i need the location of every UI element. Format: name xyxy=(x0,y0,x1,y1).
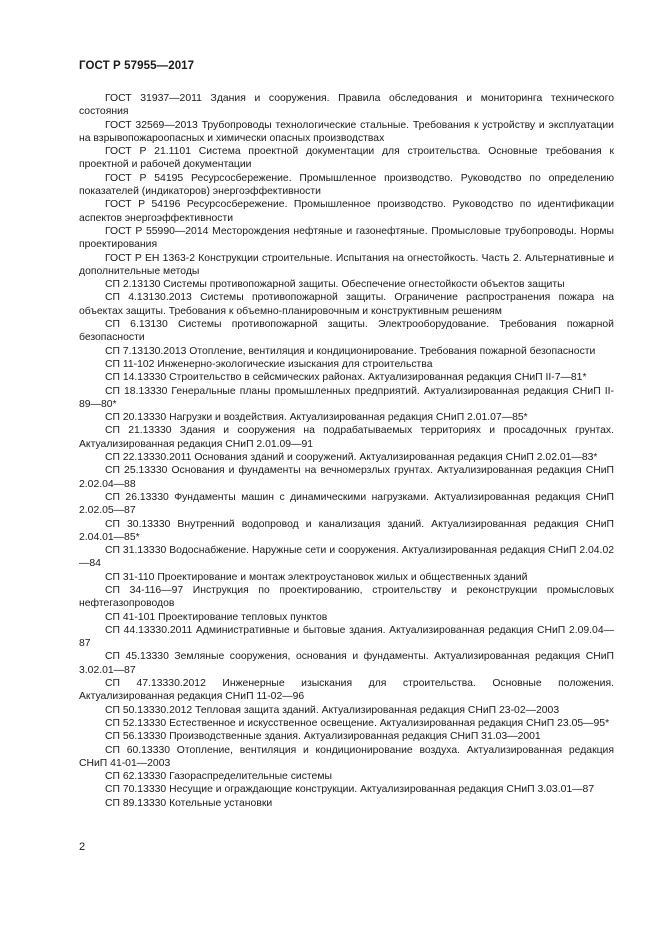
document-code-header: ГОСТ Р 57955—2017 xyxy=(79,60,195,72)
reference-entry: СП 6.13130 Системы противопожарной защиты. Электрооборудование. Требования пожарной безопасности xyxy=(79,319,614,344)
reference-entry: СП 70.13330 Несущие и ограждающие конструкции. Актуализированная редакция СНиП 3.03.01—87 xyxy=(105,784,595,796)
reference-entry: ГОСТ Р 54195 Ресурсосбережение. Промышленное производство. Руководство по определению показателей (индикаторов) энергоэффективности xyxy=(79,172,614,198)
reference-entry: СП 4.13130.2013 Системы противопожарной защиты. Ограничение распространения пожара на объектах защиты. Требования к объемно-планировочным и конструктивным решениям xyxy=(79,292,614,317)
reference-entry: СП 62.13330 Газораспределительные системы xyxy=(105,771,332,783)
reference-entry: ГОСТ Р 55990—2014 Месторождения нефтяные и газонефтяные. Промысловые трубопроводы. Нормы проектирования xyxy=(79,225,614,251)
reference-entry: ГОСТ 31937—2011 Здания и сооружения. Правила обследования и мониторинга технического состояния xyxy=(79,93,614,118)
reference-entry: ГОСТ 32569—2013 Трубопроводы технологические стальные. Требования к устройству и эксплуатации на взрывопожароопасных и химически опасных производствах xyxy=(79,119,614,144)
reference-entry: СП 50.13330.2012 Тепловая защита зданий. Актуализированная редакция СНиП 23-02—2003 xyxy=(105,704,560,716)
reference-entry: СП 56.13330 Производственные здания. Актуализированная редакция СНиП 31.03—2001 xyxy=(105,731,541,743)
reference-entry: СП 11-102 Инженерно-экологические изыскания для строительства xyxy=(105,358,433,370)
reference-entry: СП 14.13330 Строительство в сейсмических районах. Актуализированная редакция СНиП II-7—81* xyxy=(105,372,587,384)
reference-entry: СП 47.13330.2012 Инженерные изыскания для строительства. Основные положения. Актуализированная редакция СНиП 11-02—96 xyxy=(79,678,614,703)
reference-entry: ГОСТ Р 54196 Ресурсосбережение. Промышленное производство. Руководство по идентификации аспектов энергоэффективности xyxy=(79,199,614,224)
reference-entry: СП 60.13330 Отопление, вентиляция и кондиционирование воздуха. Актуализированная редакция СНиП 41-01—2003 xyxy=(79,744,614,769)
reference-entry: СП 7.13130.2013 Отопление, вентиляция и кондиционирование. Требования пожарной безопасности xyxy=(105,345,596,357)
reference-entry: СП 21.13330 Здания и сооружения на подрабатываемых территориях и просадочных грунтах. Актуализированная редакция СНиП 2.01.09—91 xyxy=(79,425,614,450)
reference-entry: СП 31.13330 Водоснабжение. Наружные сети и сооружения. Актуализированная редакция СНиП 2.04.02—84 xyxy=(79,545,614,570)
reference-entry: ГОСТ Р ЕН 1363-2 Конструкции строительные. Испытания на огнестойкость. Часть 2. Альтернативные и дополнительные методы xyxy=(79,252,614,277)
reference-entry: СП 41-101 Проектирование тепловых пунктов xyxy=(105,611,328,623)
reference-entry: СП 34-116—97 Инструкция по проектированию, строительству и реконструкции промысловых нефтегазопроводов xyxy=(79,584,614,610)
reference-entry: СП 44.13330.2011 Административные и бытовые здания. Актуализированная редакция СНиП 2.09.04—87 xyxy=(79,624,614,650)
normative-references-list xyxy=(79,92,614,810)
reference-entry: СП 31-110 Проектирование и монтаж электроустановок жилых и общественных зданий xyxy=(105,571,528,583)
reference-entry: СП 89.13330 Котельные установки xyxy=(105,797,273,809)
reference-entry: СП 2.13130 Системы противопожарной защиты. Обеспечение огнестойкости объектов защиты xyxy=(105,279,565,291)
reference-entry: СП 22.13330.2011 Основания зданий и сооружений. Актуализированная редакция СНиП 2.02.01—83* xyxy=(105,452,598,464)
reference-entry: СП 20.13330 Нагрузки и воздействия. Актуализированная редакция СНиП 2.01.07—85* xyxy=(105,412,528,424)
reference-entry: СП 45.13330 Земляные сооружения, основания и фундаменты. Актуализированная редакция СНиП 3.02.01—87 xyxy=(79,651,614,676)
reference-entry: ГОСТ Р 21.1101 Система проектной документации для строительства. Основные требования к проектной и рабочей документации xyxy=(79,146,614,171)
reference-entry: СП 26.13330 Фундаменты машин с динамическими нагрузками. Актуализированная редакция СНиП 2.02.05—87 xyxy=(79,491,614,517)
page-number: 2 xyxy=(79,841,86,853)
reference-entry: СП 30.13330 Внутренний водопровод и канализация зданий. Актуализированная редакция СНиП 2.04.01—85* xyxy=(79,518,614,543)
reference-entry: СП 52.13330 Естественное и искусственное освещение. Актуализированная редакция СНиП 23.05—95* xyxy=(105,717,610,729)
reference-entry: СП 25.13330 Основания и фундаменты на вечномерзлых грунтах. Актуализированная редакция СНиП 2.02.04—88 xyxy=(79,465,614,490)
reference-entry: СП 18.13330 Генеральные планы промышленных предприятий. Актуализированная редакция СНиП II-89—80* xyxy=(79,385,614,410)
